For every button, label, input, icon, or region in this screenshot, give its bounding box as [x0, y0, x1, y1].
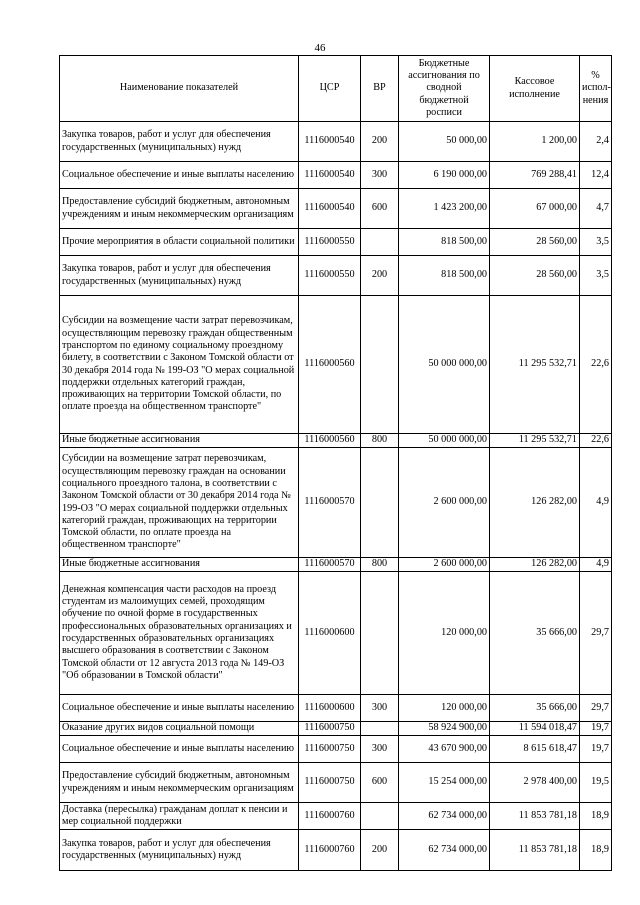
row-vr: 600: [361, 763, 399, 803]
row-budget: 62 734 000,00: [399, 830, 490, 871]
row-budget: 120 000,00: [399, 695, 490, 722]
row-vr: [361, 722, 399, 736]
row-vr: 200: [361, 256, 399, 296]
table-row: [60, 296, 612, 434]
row-csr: 1116000750: [299, 763, 361, 803]
table-row: [60, 256, 612, 296]
row-name: Предоставление субсидий бюджетным, автономным учреждениям и иным некоммерческим организациям: [60, 763, 299, 803]
row-pct: 3,5: [580, 229, 612, 256]
row-cash: 28 560,00: [490, 229, 580, 256]
table-row: [60, 558, 612, 572]
row-pct: 18,9: [580, 803, 612, 830]
row-budget: 15 254 000,00: [399, 763, 490, 803]
row-vr: [361, 803, 399, 830]
row-budget: 43 670 900,00: [399, 736, 490, 763]
row-name: Денежная компенсация части расходов на проезд студентам из малоимущих семей, проходящим обучение по очной форме в государственных профессиональных образовательных организациях и государственных образовательных организациях высшего образования в соответствии с Законом Томской области от 12 августа 2013 года № 149-ОЗ "Об образовании в Томской области": [60, 572, 299, 695]
row-budget: 50 000,00: [399, 122, 490, 162]
row-name: Иные бюджетные ассигнования: [60, 558, 299, 572]
row-pct: 4,9: [580, 448, 612, 558]
table-row: [60, 803, 612, 830]
row-cash: 1 200,00: [490, 122, 580, 162]
table-row: [60, 162, 612, 189]
row-vr: [361, 296, 399, 434]
table-header: [60, 56, 612, 122]
row-csr: 1116000760: [299, 803, 361, 830]
row-pct: 2,4: [580, 122, 612, 162]
table-row: [60, 229, 612, 256]
row-name: Закупка товаров, работ и услуг для обеспечения государственных (муниципальных) нужд: [60, 256, 299, 296]
header-budget: Бюджетные ассигнования по сводной бюджетной росписи: [399, 56, 490, 122]
row-csr: 1116000540: [299, 189, 361, 229]
row-budget: 1 423 200,00: [399, 189, 490, 229]
header-csr: ЦСР: [299, 56, 361, 122]
table-row: [60, 122, 612, 162]
row-vr: [361, 448, 399, 558]
header-row: [60, 56, 612, 122]
row-cash: 28 560,00: [490, 256, 580, 296]
row-budget: 818 500,00: [399, 256, 490, 296]
budget-execution-table: [59, 55, 612, 871]
row-csr: 1116000560: [299, 434, 361, 448]
row-name: Социальное обеспечение и иные выплаты населению: [60, 695, 299, 722]
row-vr: 600: [361, 189, 399, 229]
row-name: Прочие мероприятия в области социальной политики: [60, 229, 299, 256]
row-cash: 67 000,00: [490, 189, 580, 229]
row-csr: 1116000750: [299, 722, 361, 736]
row-pct: 3,5: [580, 256, 612, 296]
row-name: Оказание других видов социальной помощи: [60, 722, 299, 736]
row-pct: 18,9: [580, 830, 612, 871]
row-csr: 1116000570: [299, 558, 361, 572]
row-cash: 2 978 400,00: [490, 763, 580, 803]
row-cash: 35 666,00: [490, 572, 580, 695]
row-vr: 800: [361, 558, 399, 572]
row-cash: 11 853 781,18: [490, 803, 580, 830]
table-row: [60, 722, 612, 736]
row-pct: 19,7: [580, 722, 612, 736]
row-vr: [361, 572, 399, 695]
row-csr: 1116000540: [299, 162, 361, 189]
row-name: Субсидии на возмещение части затрат перевозчикам, осуществляющим перевозку граждан общественным транспортом по единому социальному проездному билету, в соответствии с Законом Томской области от 30 декабря 2014 года № 199-ОЗ "О мерах социальной поддержки отдельных категорий граждан, проживающих на территории Томской области, по оплате проезда на общественном транспорте": [60, 296, 299, 434]
row-vr: 300: [361, 695, 399, 722]
row-budget: 62 734 000,00: [399, 803, 490, 830]
row-csr: 1116000570: [299, 448, 361, 558]
row-pct: 4,7: [580, 189, 612, 229]
row-budget: 120 000,00: [399, 572, 490, 695]
row-csr: 1116000550: [299, 256, 361, 296]
row-budget: 2 600 000,00: [399, 448, 490, 558]
table-row: [60, 572, 612, 695]
header-name: Наименование показателей: [60, 56, 299, 122]
row-budget: 6 190 000,00: [399, 162, 490, 189]
row-csr: 1116000540: [299, 122, 361, 162]
row-cash: 126 282,00: [490, 448, 580, 558]
row-vr: [361, 229, 399, 256]
row-cash: 11 594 018,47: [490, 722, 580, 736]
row-pct: 22,6: [580, 296, 612, 434]
row-cash: 8 615 618,47: [490, 736, 580, 763]
page-number: 46: [314, 42, 326, 54]
table-row: [60, 448, 612, 558]
row-name: Социальное обеспечение и иные выплаты населению: [60, 162, 299, 189]
row-cash: 11 295 532,71: [490, 296, 580, 434]
table-row: [60, 434, 612, 448]
row-vr: 300: [361, 162, 399, 189]
row-csr: 1116000550: [299, 229, 361, 256]
row-pct: 22,6: [580, 434, 612, 448]
row-name: Социальное обеспечение и иные выплаты населению: [60, 736, 299, 763]
row-name: Субсидии на возмещение затрат перевозчикам, осуществляющим перевозку граждан на основании социального проездного талона, в соответствии с Законом Томской области от 30 декабря 2014 года № 199-ОЗ "О мерах социальной поддержки отдельных категорий граждан, проживающих на территории Томской области, по оплате проезда на общественном транспорте": [60, 448, 299, 558]
row-vr: 800: [361, 434, 399, 448]
row-pct: 29,7: [580, 572, 612, 695]
table-row: [60, 763, 612, 803]
row-budget: 2 600 000,00: [399, 558, 490, 572]
table-body: [60, 122, 612, 871]
row-pct: 29,7: [580, 695, 612, 722]
row-vr: 200: [361, 122, 399, 162]
row-budget: 818 500,00: [399, 229, 490, 256]
row-cash: 35 666,00: [490, 695, 580, 722]
row-vr: 300: [361, 736, 399, 763]
row-cash: 11 295 532,71: [490, 434, 580, 448]
row-pct: 12,4: [580, 162, 612, 189]
row-cash: 11 853 781,18: [490, 830, 580, 871]
table-row: [60, 189, 612, 229]
row-name: Закупка товаров, работ и услуг для обеспечения государственных (муниципальных) нужд: [60, 122, 299, 162]
row-name: Иные бюджетные ассигнования: [60, 434, 299, 448]
header-pct: % испол-нения: [580, 56, 612, 122]
row-csr: 1116000600: [299, 695, 361, 722]
row-pct: 19,5: [580, 763, 612, 803]
row-pct: 19,7: [580, 736, 612, 763]
row-csr: 1116000760: [299, 830, 361, 871]
row-csr: 1116000600: [299, 572, 361, 695]
row-budget: 58 924 900,00: [399, 722, 490, 736]
row-cash: 126 282,00: [490, 558, 580, 572]
row-cash: 769 288,41: [490, 162, 580, 189]
row-csr: 1116000560: [299, 296, 361, 434]
table-row: [60, 695, 612, 722]
row-name: Предоставление субсидий бюджетным, автономным учреждениям и иным некоммерческим организациям: [60, 189, 299, 229]
table-row: [60, 736, 612, 763]
header-vr: ВР: [361, 56, 399, 122]
row-csr: 1116000750: [299, 736, 361, 763]
header-cash: Кассовое исполнение: [490, 56, 580, 122]
row-vr: 200: [361, 830, 399, 871]
row-name: Доставка (пересылка) гражданам доплат к пенсии и мер социальной поддержки: [60, 803, 299, 830]
row-budget: 50 000 000,00: [399, 434, 490, 448]
row-budget: 50 000 000,00: [399, 296, 490, 434]
row-pct: 4,9: [580, 558, 612, 572]
row-name: Закупка товаров, работ и услуг для обеспечения государственных (муниципальных) нужд: [60, 830, 299, 871]
table-row: [60, 830, 612, 871]
